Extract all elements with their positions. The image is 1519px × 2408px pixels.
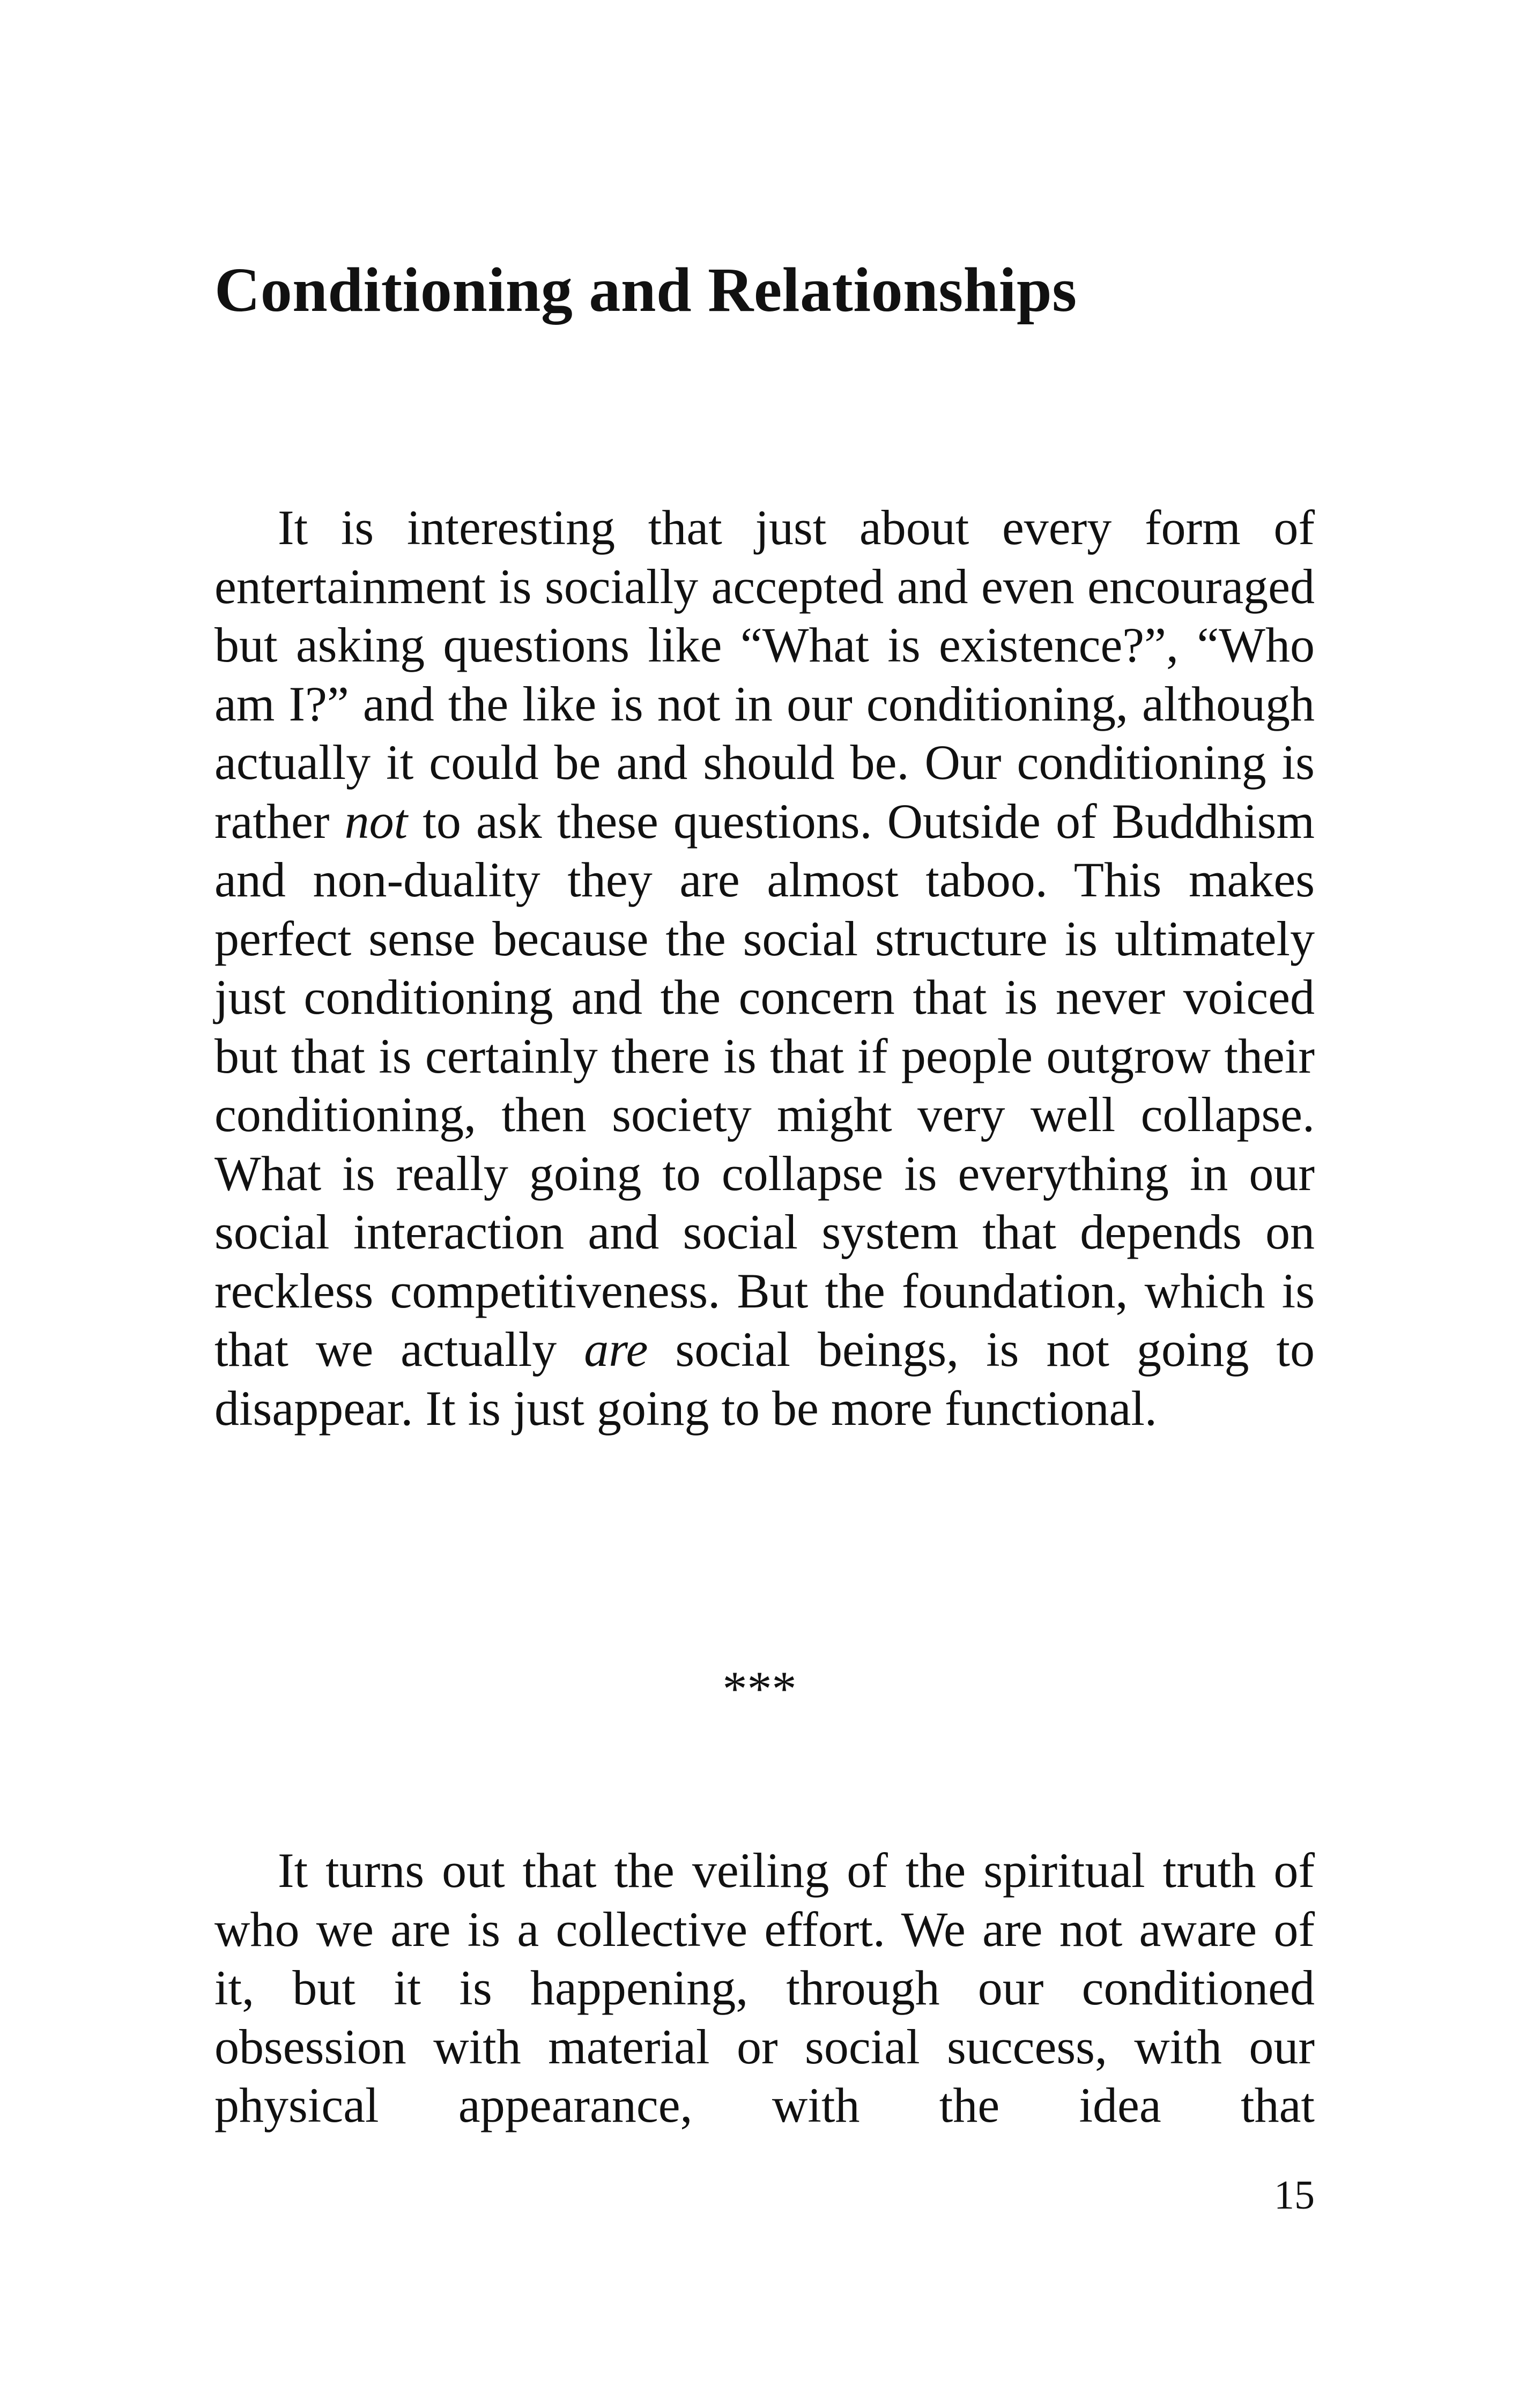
chapter-title: Conditioning and Relationships [214, 255, 1077, 325]
paragraph-1-text-b: to ask these questions. Outside of Buddhism and non-duality they are almost taboo. This makes perfect sense because the social structure is ultimately just conditioning and the concern that is never voiced but that is certainly there is that if people outgrow their conditioning, then society might very well collapse. What is really going to collapse is everything in our social interaction and social system that depends on reckless competitiveness. But the foundation, which is that we actually [214, 793, 1315, 1377]
paragraph-1-emphasis-are: are [584, 1322, 648, 1377]
paragraph-1-text-a: It is interesting that just about every form of entertainment is socially accepted and even encouraged but asking questions like “What is existence?”, “Who am I?” and the like is not in our conditioning, although actually it could be and should be. Our conditioning is rather [214, 500, 1315, 849]
paragraph-1-text-c: social beings, is not going to disappear. It is just going to be more functional. [214, 1322, 1315, 1436]
paragraph-1-emphasis-not: not [344, 793, 408, 849]
section-separator: *** [722, 1661, 797, 1716]
body-paragraph-1 [214, 499, 1315, 1438]
body-paragraph-2: It turns out that the veiling of the spiritual truth of who we are is a collective effort. We are not aware of it, but it is happening, through our conditioned obsession with material or social success, with our physical appearance, with the idea that [214, 1843, 1315, 2132]
page-number: 15 [1274, 2173, 1315, 2218]
